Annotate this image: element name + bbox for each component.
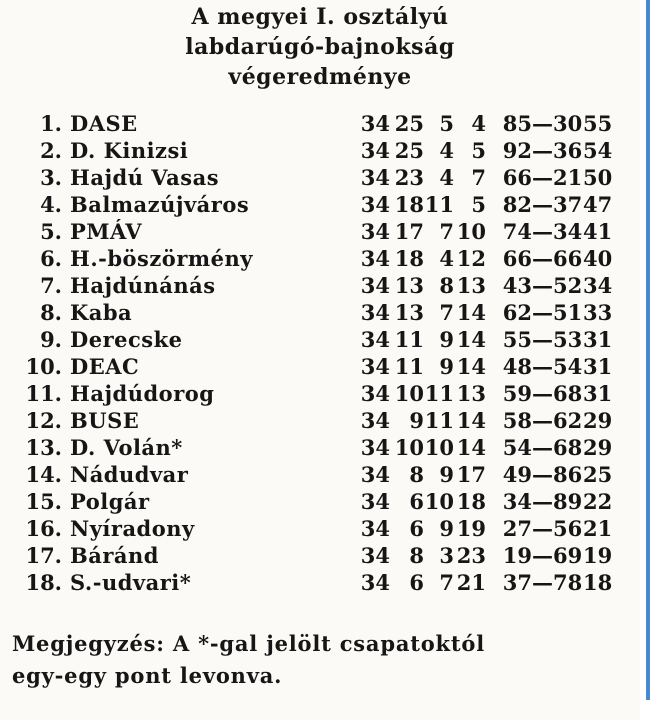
points-cell: 41 <box>583 219 613 244</box>
team-cell: Nádudvar <box>70 462 189 487</box>
played-cell: 34 <box>360 489 390 514</box>
drawn-cell: 11 <box>424 192 454 217</box>
drawn-cell: 4 <box>439 138 454 163</box>
goals-against-cell <box>532 326 582 353</box>
goal-separator: — <box>532 300 553 325</box>
won-cell: 13 <box>394 273 424 298</box>
won-cell: 18 <box>394 192 424 217</box>
title-line: A megyei I. osztályú <box>191 4 449 30</box>
table-row <box>12 272 612 299</box>
won-cell: 17 <box>394 219 424 244</box>
rank-cell: 8. <box>40 300 62 325</box>
goal-separator: — <box>532 354 553 379</box>
blue-margin-line <box>646 0 650 700</box>
table-row <box>12 110 612 137</box>
won-cell: 6 <box>409 516 424 541</box>
goals-for-cell: 54 <box>502 435 532 460</box>
points-cell: 33 <box>583 300 613 325</box>
footnote <box>12 628 624 692</box>
lost-cell: 21 <box>456 570 486 595</box>
team-cell: PMÁV <box>70 219 143 244</box>
table-row <box>12 299 612 326</box>
standings-table <box>12 110 612 596</box>
lost-cell: 14 <box>456 354 486 379</box>
table-row <box>12 353 612 380</box>
won-cell: 8 <box>409 462 424 487</box>
rank-cell: 12. <box>25 408 62 433</box>
goals-for-cell: 19 <box>502 543 532 568</box>
goals-against-value: 68 <box>553 435 583 460</box>
points-cell: 54 <box>583 138 613 163</box>
goals-against-cell <box>532 110 582 137</box>
team-cell: S.-udvari* <box>70 570 192 595</box>
won-cell: 10 <box>394 435 424 460</box>
goals-for-cell: 74 <box>502 219 532 244</box>
won-cell: 10 <box>394 381 424 406</box>
goals-against-cell <box>532 461 582 488</box>
lost-cell: 17 <box>456 462 486 487</box>
team-cell: Polgár <box>70 489 150 514</box>
points-cell: 50 <box>583 165 613 190</box>
table-row <box>12 380 612 407</box>
table-row <box>12 434 612 461</box>
team-cell: Nyíradony <box>70 516 195 541</box>
goals-against-value: 78 <box>553 570 583 595</box>
points-cell: 34 <box>583 273 613 298</box>
goals-for-cell: 85 <box>502 111 532 136</box>
goals-against-value: 62 <box>553 408 583 433</box>
table-row <box>12 515 612 542</box>
won-cell: 6 <box>409 570 424 595</box>
drawn-cell: 9 <box>439 462 454 487</box>
lost-cell: 23 <box>456 543 486 568</box>
drawn-cell: 11 <box>424 408 454 433</box>
played-cell: 34 <box>360 543 390 568</box>
footnote-line: Megjegyzés: A *-gal jelölt csapatoktól <box>12 631 485 656</box>
points-cell: 29 <box>583 408 613 433</box>
lost-cell: 14 <box>456 408 486 433</box>
lost-cell: 10 <box>456 219 486 244</box>
drawn-cell: 9 <box>439 327 454 352</box>
rank-cell: 5. <box>40 219 62 244</box>
played-cell: 34 <box>360 111 390 136</box>
goals-for-cell: 62 <box>502 300 532 325</box>
lost-cell: 4 <box>471 111 486 136</box>
team-cell: Hajdúnánás <box>70 273 216 298</box>
rank-cell: 16. <box>25 516 62 541</box>
table-row <box>12 488 612 515</box>
team-cell: Hajdú Vasas <box>70 165 220 190</box>
goals-against-value: 34 <box>553 219 583 244</box>
goals-against-cell <box>532 299 582 326</box>
table-row <box>12 407 612 434</box>
goal-separator: — <box>532 570 553 595</box>
played-cell: 34 <box>360 300 390 325</box>
goals-against-cell <box>532 353 582 380</box>
team-cell: Kaba <box>70 300 133 325</box>
rank-cell: 15. <box>25 489 62 514</box>
rank-cell: 7. <box>40 273 62 298</box>
points-cell: 55 <box>583 111 613 136</box>
won-cell: 25 <box>394 111 424 136</box>
title-line: labdarúgó-bajnokság <box>185 34 455 60</box>
lost-cell: 14 <box>456 327 486 352</box>
goals-for-cell: 55 <box>502 327 532 352</box>
rank-cell: 17. <box>25 543 62 568</box>
lost-cell: 18 <box>456 489 486 514</box>
goals-for-cell: 49 <box>502 462 532 487</box>
goals-against-cell <box>532 164 582 191</box>
lost-cell: 5 <box>471 138 486 163</box>
table-row <box>12 137 612 164</box>
goals-for-cell: 59 <box>502 381 532 406</box>
drawn-cell: 9 <box>439 354 454 379</box>
goals-against-cell <box>532 434 582 461</box>
goals-against-cell <box>532 569 582 596</box>
rank-cell: 9. <box>40 327 62 352</box>
goal-separator: — <box>532 165 553 190</box>
goals-against-value: 37 <box>553 192 583 217</box>
team-cell: DEAC <box>70 354 140 379</box>
table-row <box>12 164 612 191</box>
goals-for-cell: 34 <box>502 489 532 514</box>
goals-against-cell <box>532 515 582 542</box>
goal-separator: — <box>532 408 553 433</box>
won-cell: 23 <box>394 165 424 190</box>
played-cell: 34 <box>360 354 390 379</box>
points-cell: 31 <box>583 327 613 352</box>
goals-against-cell <box>532 380 582 407</box>
goals-for-cell: 48 <box>502 354 532 379</box>
points-cell: 19 <box>583 543 613 568</box>
rank-cell: 6. <box>40 246 62 271</box>
goals-against-value: 52 <box>553 273 583 298</box>
won-cell: 13 <box>394 300 424 325</box>
goals-against-value: 36 <box>553 138 583 163</box>
played-cell: 34 <box>360 165 390 190</box>
team-cell: D. Volán* <box>70 435 183 460</box>
won-cell: 11 <box>394 327 424 352</box>
goals-for-cell: 27 <box>502 516 532 541</box>
points-cell: 40 <box>583 246 613 271</box>
rank-cell: 14. <box>25 462 62 487</box>
played-cell: 34 <box>360 435 390 460</box>
rank-cell: 2. <box>40 138 62 163</box>
goals-against-cell <box>532 407 582 434</box>
played-cell: 34 <box>360 327 390 352</box>
played-cell: 34 <box>360 219 390 244</box>
goal-separator: — <box>532 462 553 487</box>
drawn-cell: 7 <box>439 300 454 325</box>
played-cell: 34 <box>360 516 390 541</box>
rank-cell: 10. <box>25 354 62 379</box>
goals-against-value: 51 <box>553 300 583 325</box>
drawn-cell: 10 <box>424 489 454 514</box>
goals-against-cell <box>532 218 582 245</box>
played-cell: 34 <box>360 192 390 217</box>
goal-separator: — <box>532 138 553 163</box>
lost-cell: 13 <box>456 381 486 406</box>
played-cell: 34 <box>360 408 390 433</box>
goals-against-cell <box>532 542 582 569</box>
goals-against-value: 56 <box>553 516 583 541</box>
goal-separator: — <box>532 219 553 244</box>
drawn-cell: 7 <box>439 570 454 595</box>
team-cell: H.-böszörmény <box>70 246 253 271</box>
goals-against-value: 89 <box>553 489 583 514</box>
table-row <box>12 218 612 245</box>
goals-against-cell <box>532 191 582 218</box>
goals-against-cell <box>532 137 582 164</box>
team-cell: D. Kinizsi <box>70 138 189 163</box>
page-edge <box>640 0 665 720</box>
won-cell: 8 <box>409 543 424 568</box>
won-cell: 11 <box>394 354 424 379</box>
rank-cell: 1. <box>40 111 62 136</box>
played-cell: 34 <box>360 381 390 406</box>
rank-cell: 11. <box>25 381 62 406</box>
goals-against-value: 30 <box>553 111 583 136</box>
table-row <box>12 326 612 353</box>
points-cell: 18 <box>583 570 613 595</box>
goals-against-value: 69 <box>553 543 583 568</box>
goal-separator: — <box>532 273 553 298</box>
standings-body <box>12 110 612 596</box>
lost-cell: 19 <box>456 516 486 541</box>
rank-cell: 13. <box>25 435 62 460</box>
lost-cell: 5 <box>471 192 486 217</box>
won-cell: 25 <box>394 138 424 163</box>
goals-against-value: 21 <box>553 165 583 190</box>
goals-for-cell: 37 <box>502 570 532 595</box>
won-cell: 18 <box>394 246 424 271</box>
played-cell: 34 <box>360 138 390 163</box>
team-cell: DASE <box>70 111 138 136</box>
goals-against-value: 53 <box>553 327 583 352</box>
goal-separator: — <box>532 489 553 514</box>
rank-cell: 4. <box>40 192 62 217</box>
goal-separator: — <box>532 246 553 271</box>
goals-against-cell <box>532 245 582 272</box>
drawn-cell: 7 <box>439 219 454 244</box>
table-row <box>12 542 612 569</box>
goals-for-cell: 66 <box>502 246 532 271</box>
goals-for-cell: 82 <box>502 192 532 217</box>
played-cell: 34 <box>360 570 390 595</box>
points-cell: 22 <box>583 489 613 514</box>
goal-separator: — <box>532 435 553 460</box>
drawn-cell: 3 <box>439 543 454 568</box>
drawn-cell: 10 <box>424 435 454 460</box>
footnote-line: egy-egy pont levonva. <box>12 663 283 688</box>
table-row <box>12 461 612 488</box>
goals-against-cell <box>532 272 582 299</box>
goals-against-value: 86 <box>553 462 583 487</box>
team-cell: Balmazújváros <box>70 192 250 217</box>
team-cell: Báránd <box>70 543 159 568</box>
table-row <box>12 245 612 272</box>
lost-cell: 12 <box>456 246 486 271</box>
goals-against-value: 68 <box>553 381 583 406</box>
drawn-cell: 8 <box>439 273 454 298</box>
goals-against-cell <box>532 488 582 515</box>
rank-cell: 3. <box>40 165 62 190</box>
drawn-cell: 9 <box>439 516 454 541</box>
points-cell: 31 <box>583 354 613 379</box>
points-cell: 31 <box>583 381 613 406</box>
played-cell: 34 <box>360 273 390 298</box>
won-cell: 6 <box>409 489 424 514</box>
goals-for-cell: 92 <box>502 138 532 163</box>
lost-cell: 14 <box>456 300 486 325</box>
points-cell: 29 <box>583 435 613 460</box>
won-cell: 9 <box>409 408 424 433</box>
goals-against-value: 66 <box>553 246 583 271</box>
lost-cell: 13 <box>456 273 486 298</box>
goals-against-value: 54 <box>553 354 583 379</box>
goal-separator: — <box>532 111 553 136</box>
team-cell: BUSE <box>70 408 140 433</box>
rank-cell: 18. <box>25 570 62 595</box>
played-cell: 34 <box>360 462 390 487</box>
played-cell: 34 <box>360 246 390 271</box>
goals-for-cell: 58 <box>502 408 532 433</box>
lost-cell: 14 <box>456 435 486 460</box>
article-title <box>150 2 490 92</box>
goal-separator: — <box>532 327 553 352</box>
goals-for-cell: 66 <box>502 165 532 190</box>
goal-separator: — <box>532 192 553 217</box>
points-cell: 25 <box>583 462 613 487</box>
table-row <box>12 569 612 596</box>
title-line: végeredménye <box>228 64 412 90</box>
team-cell: Derecske <box>70 327 183 352</box>
points-cell: 47 <box>583 192 613 217</box>
goals-for-cell: 43 <box>502 273 532 298</box>
goal-separator: — <box>532 516 553 541</box>
team-cell: Hajdúdorog <box>70 381 215 406</box>
drawn-cell: 5 <box>439 111 454 136</box>
goal-separator: — <box>532 381 553 406</box>
goal-separator: — <box>532 543 553 568</box>
table-row <box>12 191 612 218</box>
drawn-cell: 11 <box>424 381 454 406</box>
lost-cell: 7 <box>471 165 486 190</box>
drawn-cell: 4 <box>439 165 454 190</box>
drawn-cell: 4 <box>439 246 454 271</box>
points-cell: 21 <box>583 516 613 541</box>
